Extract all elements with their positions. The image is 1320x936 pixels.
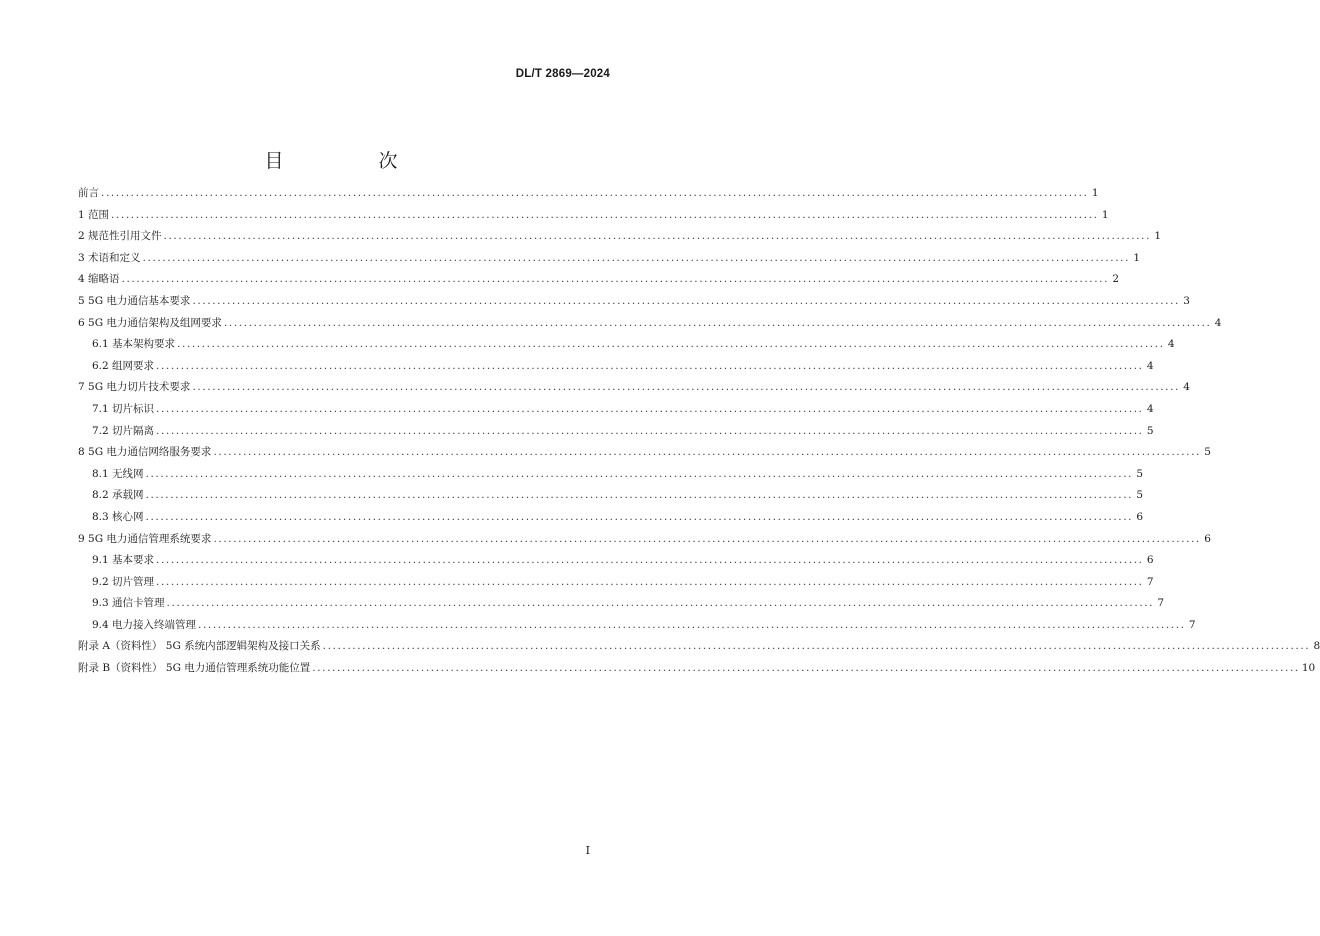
toc-entry-label: 1 范围 — [78, 208, 110, 221]
toc-dot-leader: ........................................................................................................................................................................................................ — [192, 294, 1180, 307]
toc-dot-leader: ........................................................................................................................................................................................................ — [163, 230, 1152, 243]
toc-dot-leader: ........................................................................................................................................................................................................ — [156, 359, 1144, 372]
toc-entry[interactable] — [78, 487, 1144, 509]
toc-entry-page: 5 — [1204, 446, 1211, 459]
toc-entry-page: 7 — [1188, 618, 1196, 631]
toc-entry-label: 3 术语和定义 — [78, 251, 141, 264]
toc-dot-leader: ........................................................................................................................................................................................................ — [213, 446, 1201, 459]
toc-entry-page: 4 — [1146, 402, 1154, 415]
toc-dot-leader: ........................................................................................................................................................................................................ — [213, 532, 1201, 545]
toc-entry-label: 8.2 承载网 — [92, 489, 144, 502]
toc-entry-page: 8 — [1313, 640, 1320, 653]
toc-entry[interactable] — [78, 531, 1211, 553]
toc-entry-label: 8.3 核心网 — [92, 510, 144, 523]
toc-entry-label: 2 规范性引用文件 — [78, 230, 162, 243]
toc-entry-page: 1 — [1154, 230, 1162, 243]
toc-entry-page: 1 — [1101, 208, 1109, 221]
toc-entry-label: 8.1 无线网 — [92, 467, 144, 480]
toc-entry-label: 附录 A（资料性） 5G 系统内部逻辑架构及接口关系 — [78, 640, 321, 653]
toc-dot-leader: ........................................................................................................................................................................................................ — [156, 575, 1144, 588]
toc-entry[interactable] — [78, 401, 1154, 423]
toc-entry-page: 6 — [1146, 554, 1154, 567]
toc-dot-leader: ........................................................................................................................................................................................................ — [145, 467, 1134, 480]
toc-dot-leader: ........................................................................................................................................................................................................ — [156, 424, 1144, 437]
toc-entry-label: 6.1 基本架构要求 — [92, 338, 176, 351]
toc-entry[interactable] — [78, 444, 1211, 466]
toc-entry-page: 4 — [1214, 316, 1222, 329]
toc-entry[interactable] — [78, 660, 1316, 682]
toc-entry-label: 9.3 通信卡管理 — [92, 597, 165, 610]
toc-entry[interactable] — [78, 617, 1196, 639]
toc-dot-leader: ........................................................................................................................................................................................................ — [177, 338, 1165, 351]
toc-entry[interactable] — [78, 423, 1154, 445]
toc-entry-label: 7.2 切片隔离 — [92, 424, 155, 437]
toc-dot-leader: ........................................................................................................................................................................................................ — [156, 554, 1144, 567]
toc-dot-leader: ........................................................................................................................................................................................................ — [101, 187, 1089, 199]
toc-entry[interactable] — [78, 574, 1154, 596]
toc-entry-page: 6 — [1136, 510, 1144, 523]
toc-entry-label: 8 5G 电力通信网络服务要求 — [78, 446, 212, 459]
toc-entry-page: 5 — [1136, 467, 1144, 480]
toc-entry[interactable] — [78, 358, 1154, 380]
toc-entry[interactable] — [78, 379, 1190, 401]
toc-entry-label: 7.1 切片标识 — [92, 402, 155, 415]
toc-dot-leader: ........................................................................................................................................................................................................ — [192, 381, 1180, 394]
toc-entry-page: 4 — [1146, 359, 1154, 372]
toc-entry-page: 4 — [1183, 381, 1190, 394]
toc-entry-page: 5 — [1136, 489, 1144, 502]
toc-entry-label: 9.4 电力接入终端管理 — [92, 618, 197, 631]
toc-entry[interactable] — [78, 509, 1144, 531]
toc-entry-page: 7 — [1146, 575, 1154, 588]
toc-entry-label: 附录 B（资料性） 5G 电力通信管理系统功能位置 — [78, 662, 311, 675]
toc-dot-leader: ........................................................................................................................................................................................................ — [223, 316, 1212, 329]
toc-dot-leader: ........................................................................................................................................................................................................ — [142, 251, 1131, 264]
toc-entry-label: 5 5G 电力通信基本要求 — [78, 294, 191, 307]
standard-code: DL/T 2869—2024 — [515, 68, 610, 80]
toc-entry-label: 6 5G 电力通信架构及组网要求 — [78, 316, 222, 329]
toc-entry-label: 9 5G 电力通信管理系统要求 — [78, 532, 212, 545]
toc-entry-page: 1 — [1133, 251, 1141, 264]
toc-dot-leader: ........................................................................................................................................................................................................ — [145, 489, 1134, 502]
toc-entry-label: 6.2 组网要求 — [92, 359, 155, 372]
toc-entry-page: 3 — [1183, 294, 1190, 307]
toc-entry[interactable] — [78, 315, 1222, 337]
toc-entry[interactable] — [78, 228, 1162, 250]
toc-dot-leader: ........................................................................................................................................................................................................ — [312, 662, 1300, 675]
toc-dot-leader: ........................................................................................................................................................................................................ — [156, 402, 1144, 415]
toc-dot-leader: ........................................................................................................................................................................................................ — [145, 510, 1134, 523]
toc-entry[interactable] — [78, 638, 1320, 660]
toc-dot-leader: ........................................................................................................................................................................................................ — [111, 208, 1099, 221]
toc-entry-label: 前言 — [78, 187, 99, 199]
toc-entry-page: 10 — [1301, 662, 1316, 675]
toc-entry[interactable] — [78, 466, 1144, 488]
toc-entry[interactable] — [78, 336, 1175, 358]
toc-dot-leader: ........................................................................................................................................................................................................ — [322, 640, 1311, 653]
toc-entry-label: 9.2 切片管理 — [92, 575, 155, 588]
toc-dot-leader: ........................................................................................................................................................................................................ — [198, 618, 1186, 631]
toc-entry[interactable] — [78, 293, 1190, 315]
toc-entry-page: 6 — [1204, 532, 1211, 545]
toc-entry[interactable] — [78, 207, 1109, 229]
toc-dot-leader: ........................................................................................................................................................................................................ — [121, 273, 1110, 286]
toc-dot-leader: ........................................................................................................................................................................................................ — [166, 597, 1155, 610]
toc-entry-label: 9.1 基本要求 — [92, 554, 155, 567]
toc-entry-label: 4 缩略语 — [78, 273, 120, 286]
toc-entry[interactable] — [78, 271, 1120, 293]
toc-entry[interactable] — [78, 185, 1099, 207]
page-title: 目 次 — [264, 149, 436, 172]
toc-entry-page: 1 — [1091, 187, 1099, 199]
toc-entry[interactable] — [78, 552, 1154, 574]
page-number: I — [585, 844, 590, 857]
toc-entry[interactable] — [78, 595, 1165, 617]
toc-entry-page: 4 — [1167, 338, 1175, 351]
toc-entry-page: 7 — [1157, 597, 1165, 610]
toc-entry-page: 2 — [1112, 273, 1120, 286]
toc-entry[interactable] — [78, 250, 1141, 272]
toc-entry-page: 5 — [1146, 424, 1154, 437]
toc-entry-label: 7 5G 电力切片技术要求 — [78, 381, 191, 394]
table-of-contents — [78, 185, 1320, 682]
